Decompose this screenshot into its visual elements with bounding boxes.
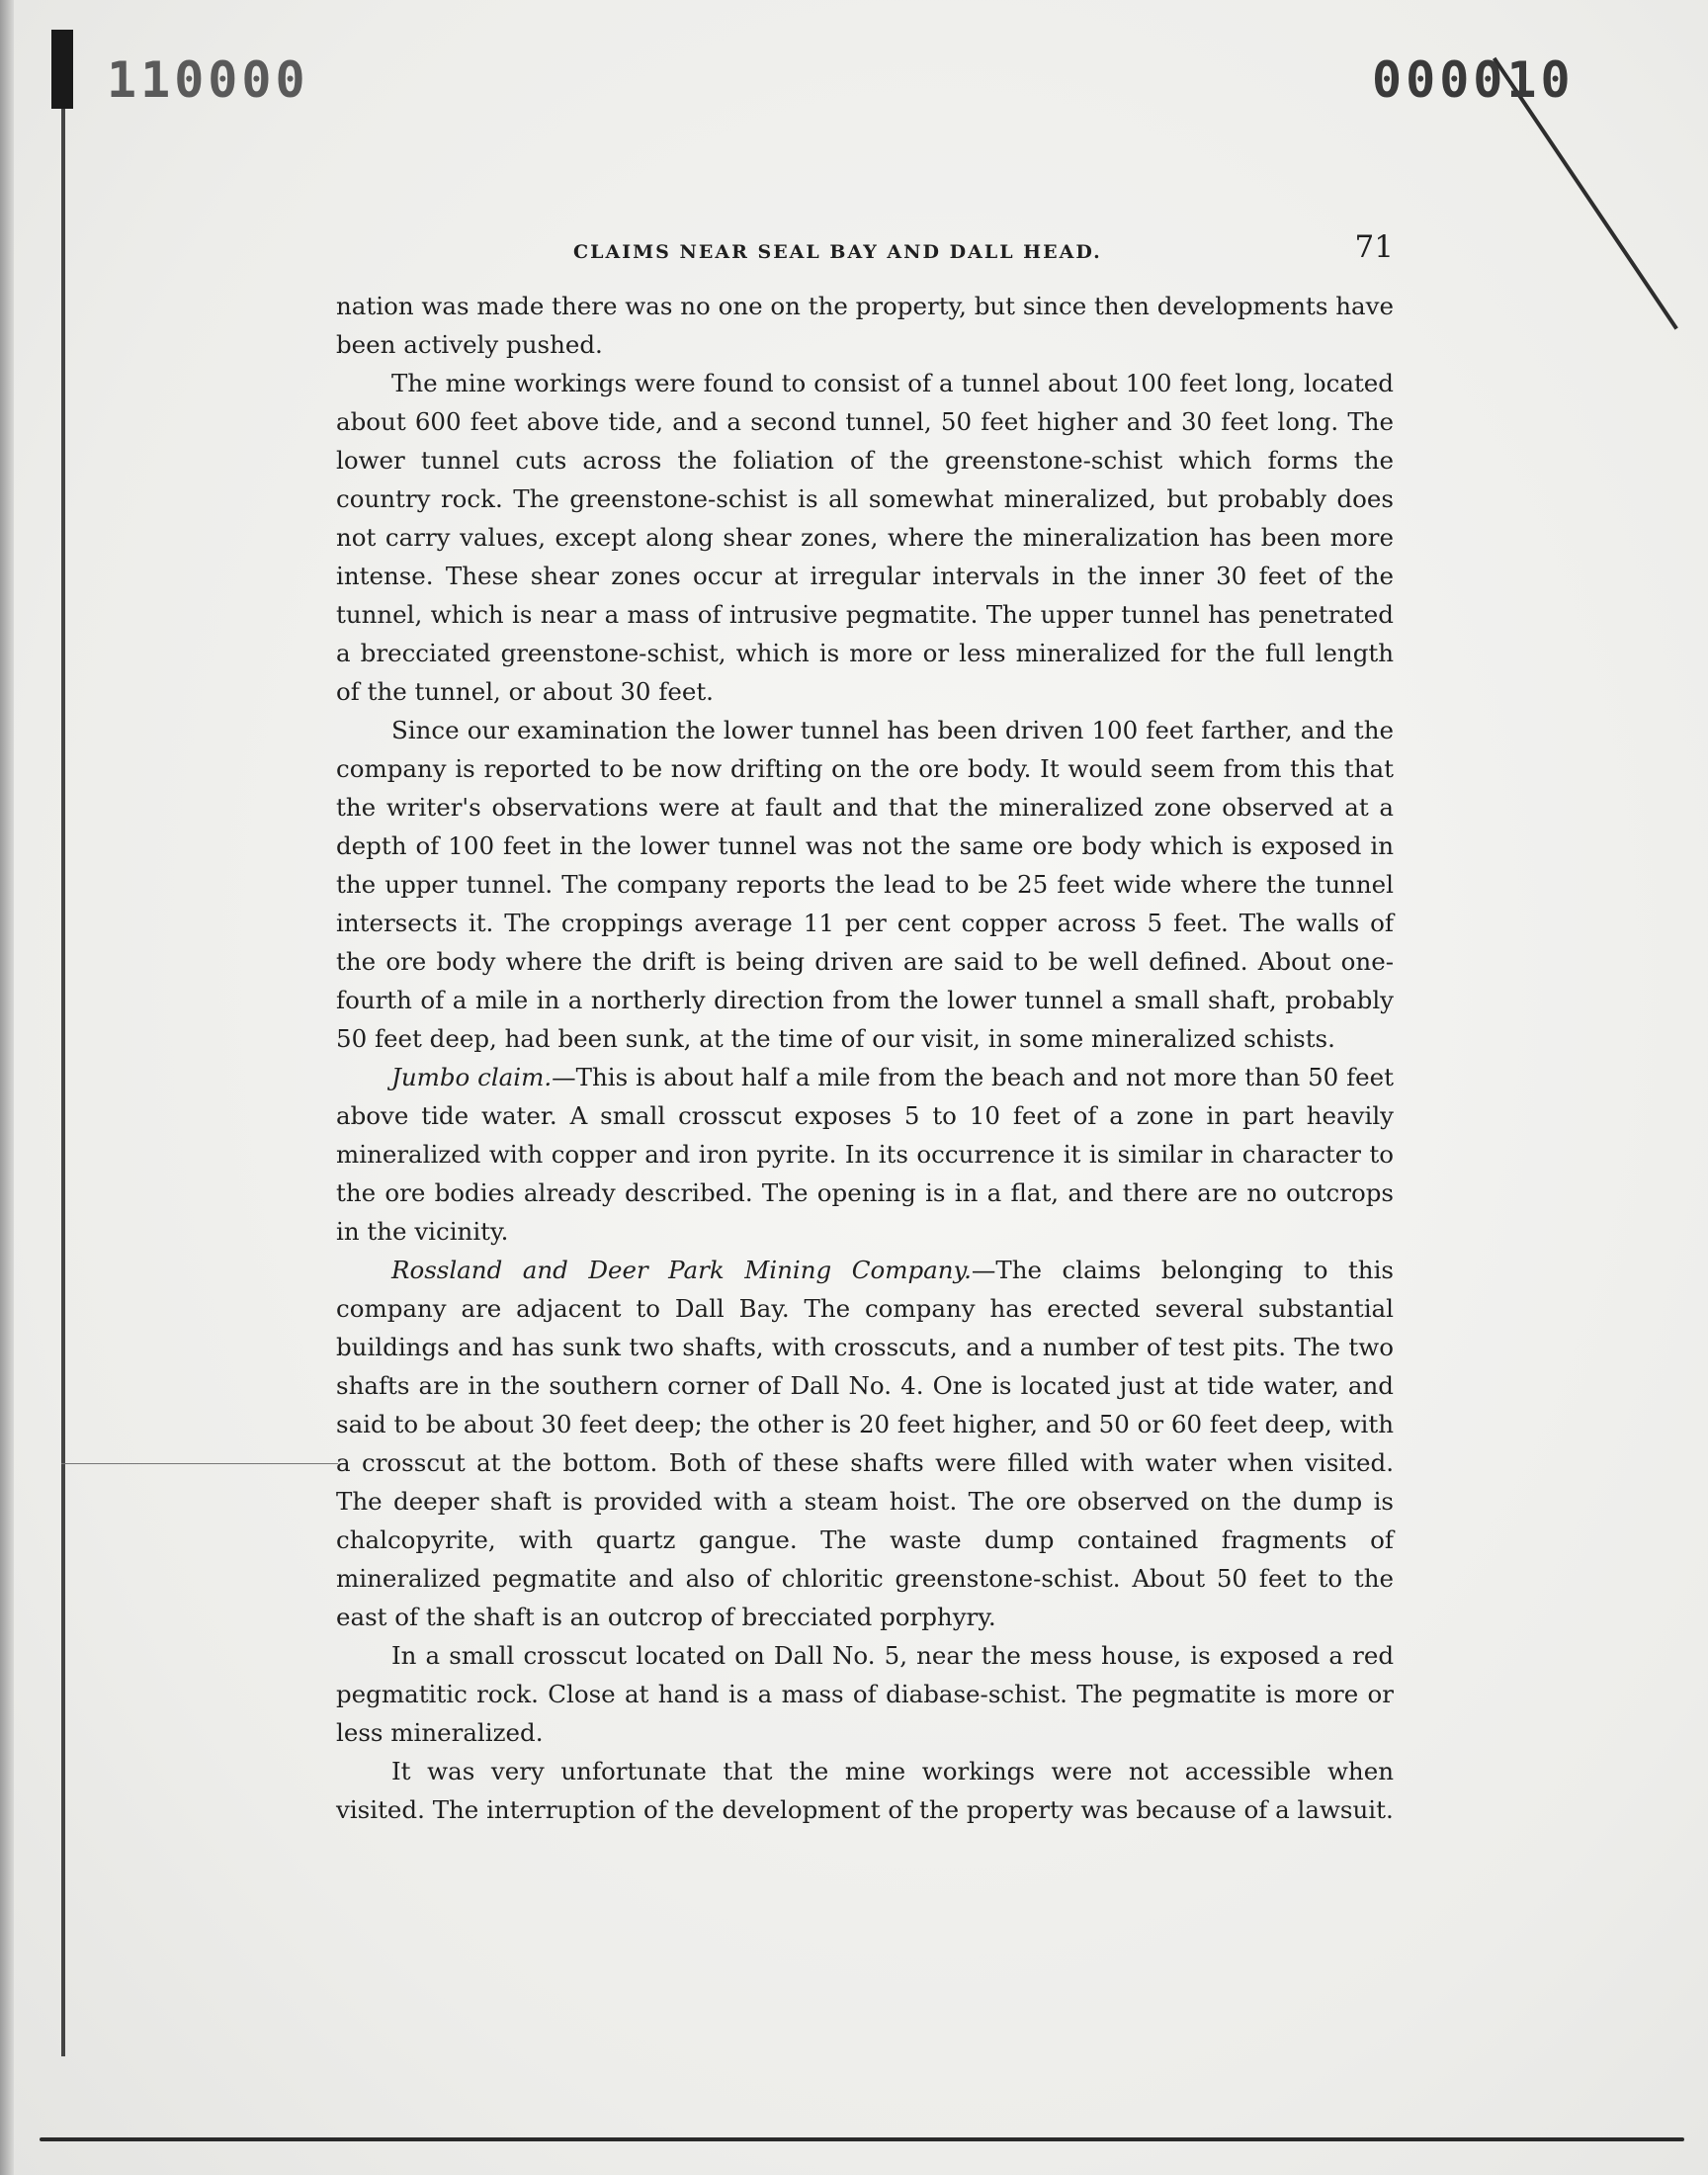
page-stamp-right: 000010 (1372, 51, 1575, 109)
paragraph: It was very unfortunate that the mine workings were not accessible when visited. The interruption of the development of the property was because of a lawsuit. (336, 1757, 1394, 1824)
page-number: 71 (1354, 229, 1394, 265)
bottom-rule (40, 2137, 1684, 2141)
binding-rule-vertical (61, 30, 65, 2056)
section-lead-rossland: Rossland and Deer Park Mining Company. (391, 1256, 972, 1284)
binding-rule-faint (61, 1463, 338, 1464)
paragraph-text: —This is about half a mile from the beach and not more than 50 feet above tide water. A small crosscut exposes 5 to 10 feet of a zone in part heavily mineralized with copper and iron pyrite. In its occurrence it is similar in character to the ore bodies already described. The opening is in a flat, and there are no outcrops in the vicinity. (336, 1063, 1395, 1246)
paragraph (336, 1058, 1394, 1251)
paragraph: Since our examination the lower tunnel has been driven 100 feet farther, and the company is reported to be now drifting on the ore body. It would seem from this that the writer's observations were at fault and that the mineralized zone observed at a depth of 100 feet in the lower tunnel was not the same ore body which is exposed in the upper tunnel. The company reports the lead to be 25 feet wide where the tunnel intersects it. The croppings average 11 per cent copper across 5 feet. The walls of the ore body where the drift is being driven are said to be well defined. About one-fourth of a mile in a northerly direction from the lower tunnel a small shaft, probably 50 feet deep, had been sunk, at the time of our visit, in some mineralized schists. (336, 716, 1394, 1053)
section-lead-jumbo-claim: Jumbo claim. (391, 1063, 553, 1091)
page-header (336, 229, 1394, 275)
paragraph-text: —The claims belonging to this company are adjacent to Dall Bay. The company has erected several substantial buildings and has sunk two shafts, with crosscuts, and a number of test pits. The two shafts are in the southern corner of Dall No. 4. One is located just at tide water, and said to be about 30 feet deep; the other is 20 feet higher, and 50 or 60 feet deep, with a crosscut at the bottom. Both of these shafts were filled with water when visited. The deeper shaft is provided with a steam hoist. The ore observed on the dump is chalcopyrite, with quartz gangue. The waste dump contained fragments of mineralized pegmatite and also of chloritic greenstone-schist. About 50 feet to the east of the shaft is an outcrop of brecciated porphyry. (336, 1256, 1394, 1631)
paragraph: The mine workings were found to consist of a tunnel about 100 feet long, located about 600 feet above tide, and a second tunnel, 50 feet higher and 30 feet long. The lower tunnel cuts across the foliation of the greenstone-schist which forms the country rock. The greenstone-schist is all somewhat mineralized, but probably does not carry values, except along shear zones, where the mineralization has been more intense. These shear zones occur at irregular intervals in the inner 30 feet of the tunnel, which is near a mass of intrusive pegmatite. The upper tunnel has penetrated a brecciated greenstone-schist, which is more or less mineralized for the full length of the tunnel, or about 30 feet. (336, 369, 1394, 706)
body-text (336, 287, 1394, 1829)
paragraph: In a small crosscut located on Dall No. 5, near the mess house, is exposed a red pegmatitic rock. Close at hand is a mass of diabase-schist. The pegmatite is more or less mineralized. (336, 1641, 1394, 1747)
paragraph (336, 1251, 1394, 1636)
page-edge-shadow (0, 0, 14, 2175)
binding-tab (51, 30, 73, 109)
running-head: CLAIMS NEAR SEAL BAY AND DALL HEAD. (573, 241, 1102, 263)
page-stamp-left: 110000 (107, 51, 309, 109)
paragraph: nation was made there was no one on the property, but since then developments have been actively pushed. (336, 292, 1394, 359)
